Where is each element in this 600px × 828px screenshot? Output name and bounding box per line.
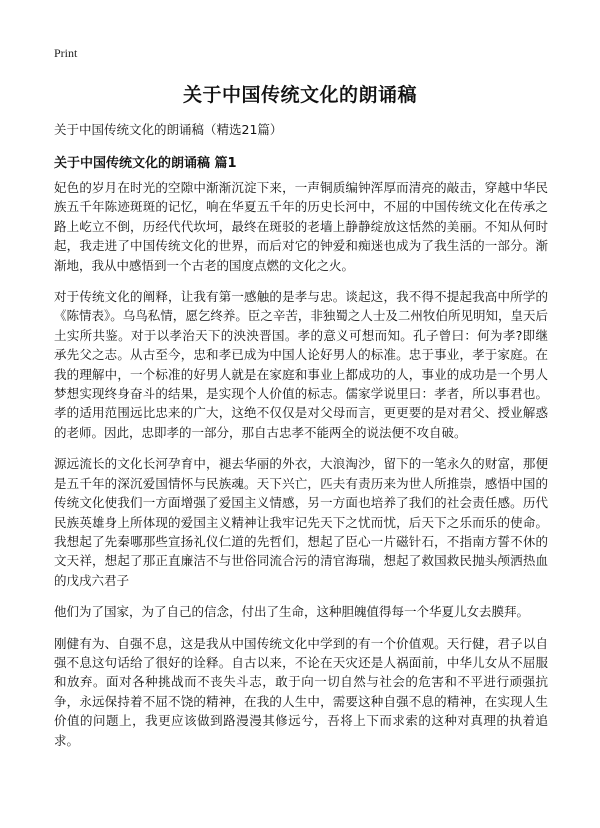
print-label: Print bbox=[54, 46, 78, 60]
document-subtitle: 关于中国传统文化的朗诵稿（精选21篇） bbox=[54, 122, 283, 137]
body-paragraph-3: 源远流长的文化长河孕育中，褪去华丽的外衣，大浪淘沙，留下的一笔永久的财富，那便是五千年的深沉爱国情怀与民族魂。天下兴亡，匹夫有责历来为世人所推崇，感悟中国的传统文化使我们一方面增强了爱国主义情感，另一方面也培养了我们的社会责任感。历代民族英雄身上所体现的爱国主义精神让我牢记先天下之忧而忧，后天下之乐而乐的使命。我想起了先秦哪那些宣扬礼仪仁道的先哲们，想起了臣心一片磁针石，不指南方誓不休的文天祥，想起了那正直廉洁不与世俗同流合污的清官海瑞，想起了救国救民抛头颅洒热血的戊戌六君子 bbox=[54, 456, 548, 588]
body-paragraph-1: 妃色的岁月在时光的空隙中渐渐沉淀下来，一声铜质编钟浑厚而清亮的敲击，穿越中华民族五千年陈迹斑斑的记忆，响在华夏五千年的历史长河中，不屈的中国传统文化在传承之路上屹立不倒，历经代代坎坷，最终在斑驳的老墙上静静绽放这恬然的美丽。不知从何时起，我走进了中国传统文化的世界，而后对它的钟爱和痴迷也成为了我生活的一部分。渐渐地，我从中感悟到一个古老的国度点燃的文化之火。 bbox=[54, 180, 548, 273]
page-title: 关于中国传统文化的朗诵稿 bbox=[182, 84, 417, 106]
body-paragraph-4: 他们为了国家，为了自己的信念，付出了生命，这种胆魄值得每一个华夏儿女去膜拜。 bbox=[54, 604, 530, 620]
document-body bbox=[54, 178, 548, 762]
body-paragraph-2: 对于传统文化的阐释，让我有第一感触的是孝与忠。谈起这，我不得不提起我高中所学的《陈情表》。乌鸟私情，愿乞终养。臣之辛苦，非独蜀之人士及二州牧伯所见明知，皇天后土实所共鉴。对于以孝治天下的泱泱晋国。孝的意义可想而知。孔子曾曰：何为孝?即继承先父之志。从古至今，忠和孝已成为中国人论好男人的标准。忠于事业，孝于家庭。在我的理解中，一个标准的好男人就是在家庭和事业上都成功的人，事业的成功是一个男人梦想实现终身奋斗的结果，是实现个人价值的标志。儒家学说里曰：孝者，所以事君也。孝的适用范围远比忠来的广大，这绝不仅仅是对父母而言，更更要的是对君父、授业解惑的老师。因此，忠即孝的一部分，那自古忠孝不能两全的说法便不攻自破。 bbox=[54, 289, 548, 440]
body-paragraph-5: 刚健有为、自强不息，这是我从中国传统文化中学到的有一个价值观。天行健，君子以自强不息这句话给了很好的诠释。自古以来，不论在天灾还是人祸面前，中华儿女从不屈服和放弃。面对各种挑战而不丧失斗志，敢于向一切自然与社会的危害和不平进行顽强抗争，永远保持着不屈不饶的精神，在我的人生中，需要这种自强不息的精神，在实现人生价值的问题上，我更应该做到路漫漫其修远兮，吾将上下而求索的这种对真理的执着追求。 bbox=[54, 635, 548, 748]
section-heading: 关于中国传统文化的朗诵稿 篇1 bbox=[54, 156, 237, 171]
